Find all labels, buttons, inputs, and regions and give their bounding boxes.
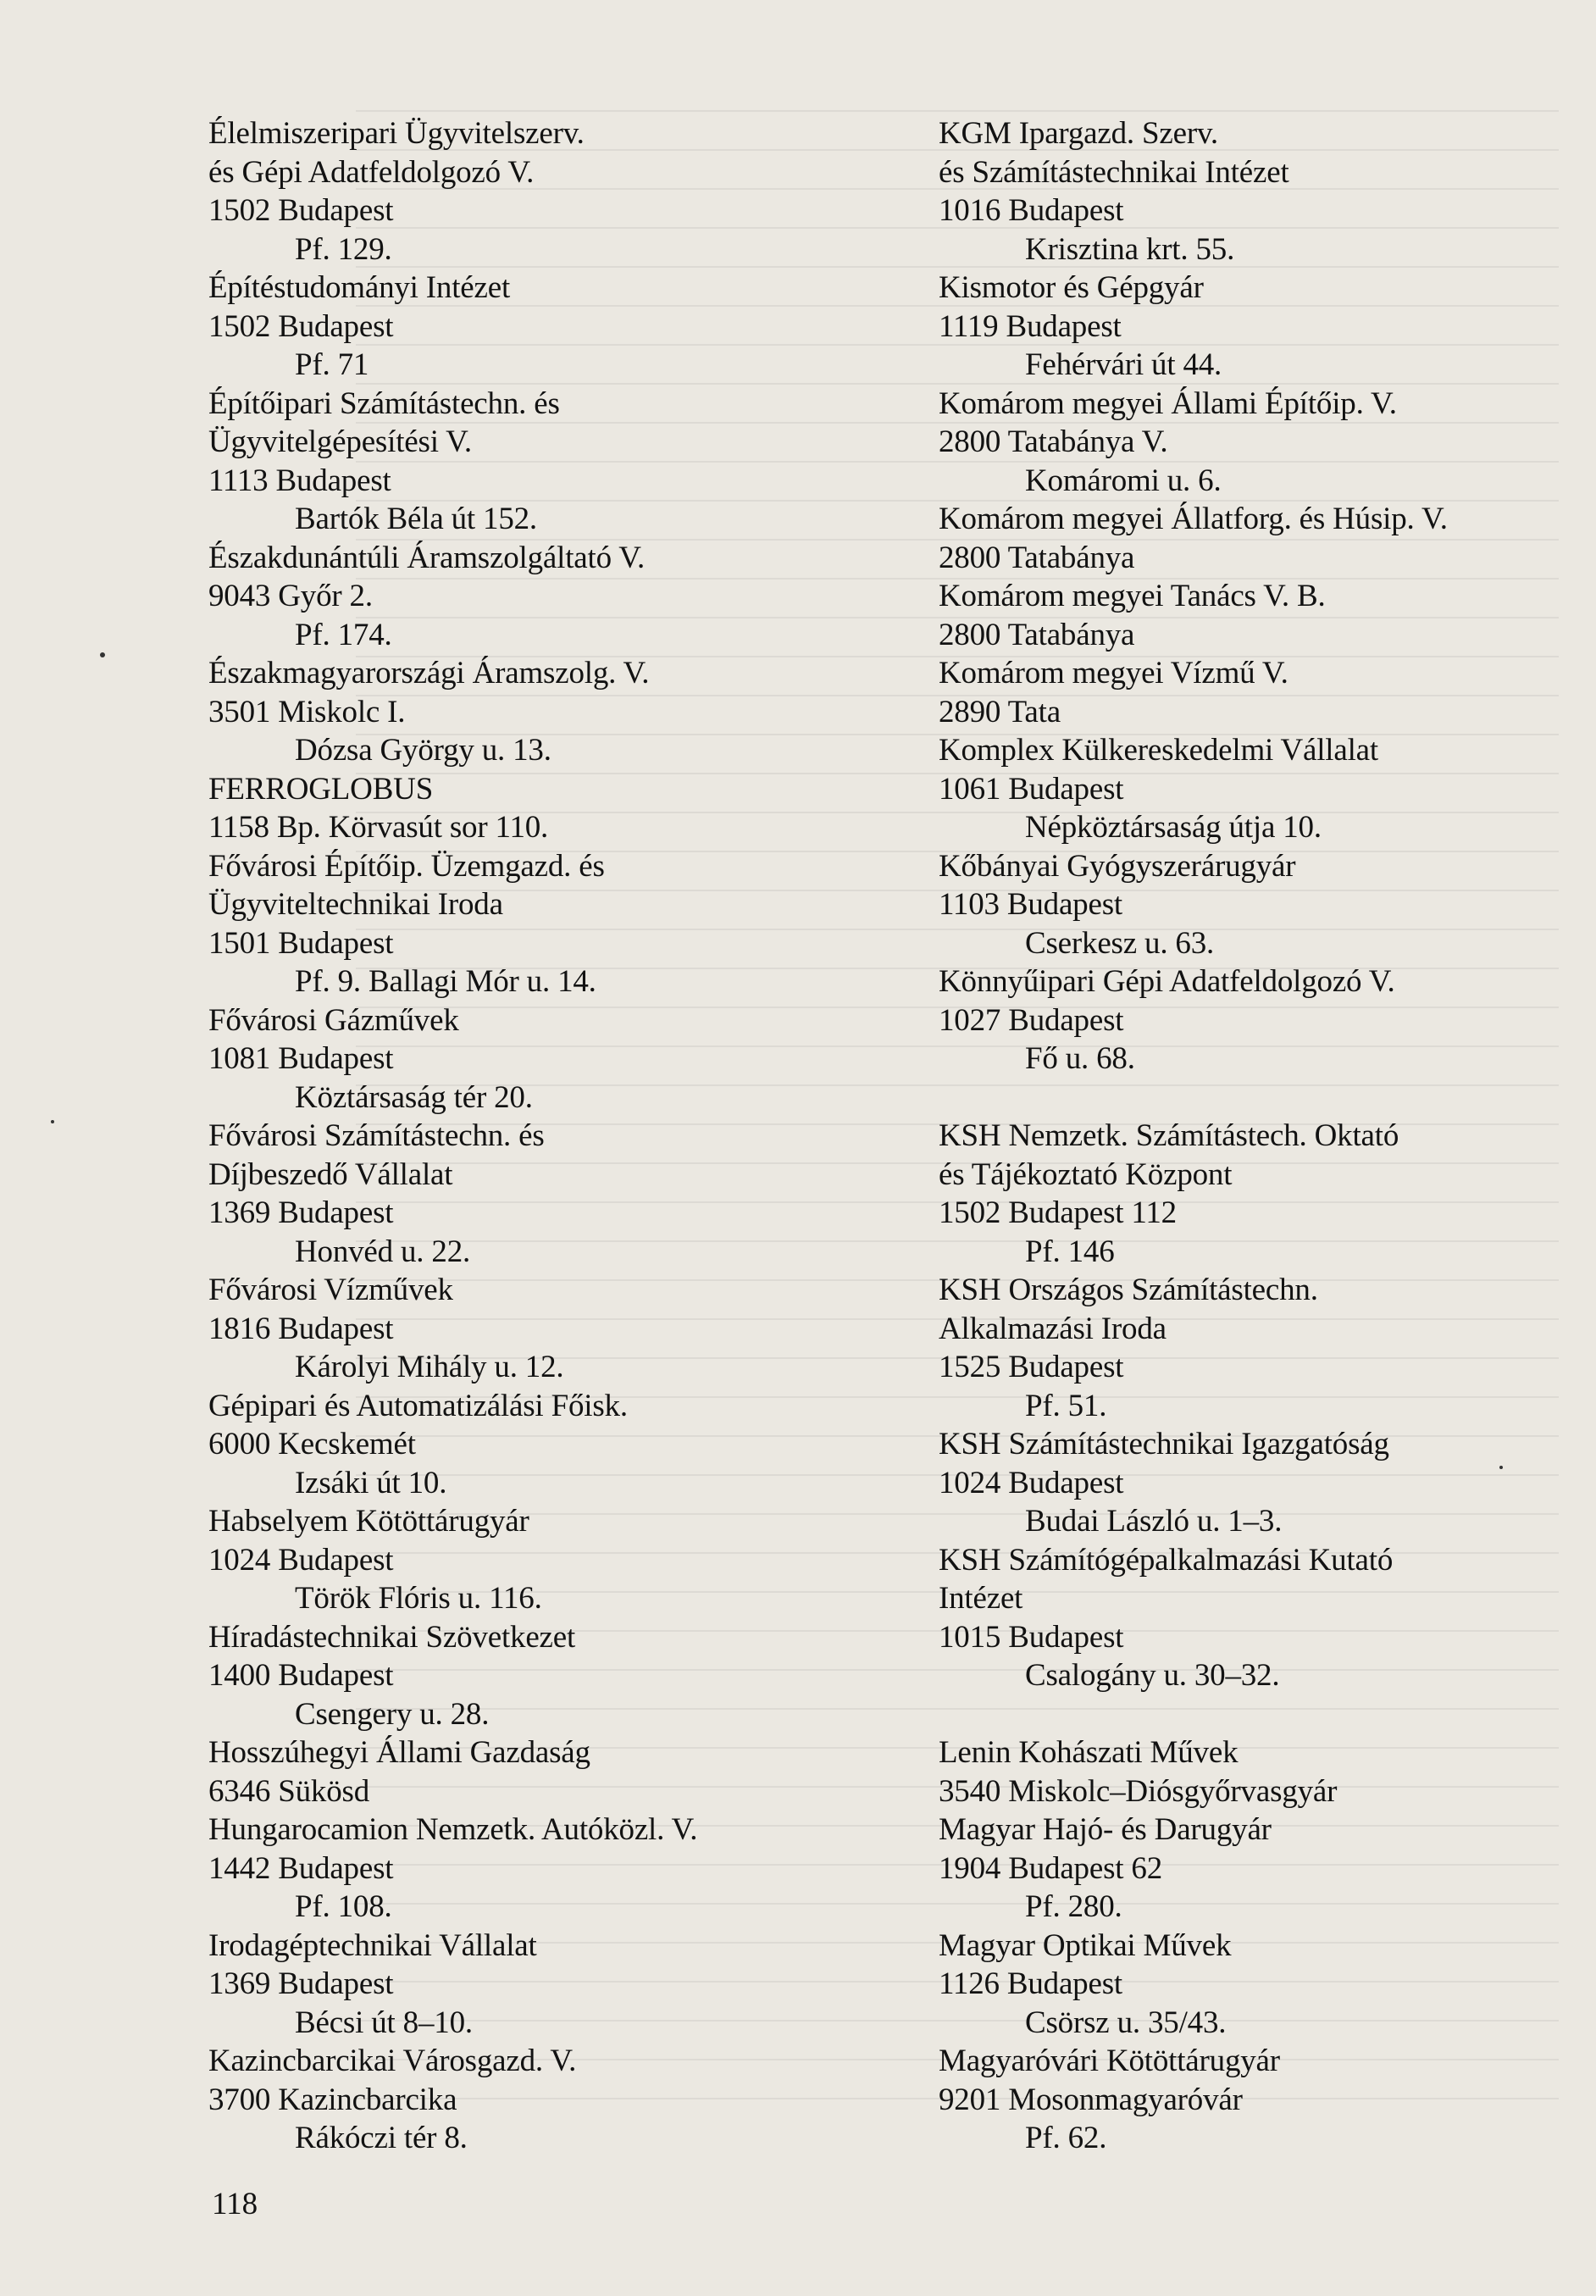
entry-line: 1502 Budapest — [208, 308, 394, 344]
entry-line: 1816 Budapest — [208, 1311, 394, 1346]
entry-line: 1400 Budapest — [208, 1658, 394, 1693]
entry-name: Északdunántúli Áramszolgáltató V. — [208, 540, 646, 575]
entry-address: Pf. 146 — [1025, 1234, 1115, 1269]
directory-entry — [208, 847, 903, 1001]
entry-name: Irodagéptechnikai Vállalat — [208, 1927, 537, 1963]
entry-name: Kőbányai Gyógyszerárugyár — [939, 848, 1296, 884]
entry-line: Díjbeszedő Vállalat — [208, 1156, 453, 1192]
entry-name: Komplex Külkereskedelmi Vállalat — [939, 733, 1378, 768]
entry-name: Magyaróvári Kötöttárugyár — [939, 2044, 1280, 2078]
entry-address: Izsáki út 10. — [295, 1465, 447, 1500]
entry-name: Magyar Optikai Művek — [939, 1927, 1232, 1963]
directory-entry — [939, 1425, 1566, 1541]
entry-line: 1501 Budapest — [208, 925, 394, 961]
ink-speck — [1499, 1466, 1503, 1469]
entry-address: Károlyi Mihály u. 12. — [295, 1350, 564, 1384]
directory-entry — [939, 1733, 1566, 1811]
entry-name: KSH Számítógépalkalmazási Kutató — [939, 1542, 1394, 1578]
directory-entry — [208, 770, 903, 847]
entry-address: Budai László u. 1–3. — [1025, 1504, 1283, 1539]
entry-line: 1081 Budapest — [208, 1041, 394, 1076]
entry-name: Kismotor és Gépgyár — [939, 270, 1204, 305]
entry-line: és Tájékoztató Központ — [939, 1156, 1233, 1192]
entry-line: és Gépi Adatfeldolgozó V. — [208, 154, 535, 190]
entry-line: 1525 Budapest — [939, 1350, 1124, 1384]
entry-line: 6346 Sükösd — [208, 1773, 370, 1809]
entry-line: 1024 Budapest — [208, 1542, 394, 1578]
entry-line: 1502 Budapest 112 — [939, 1195, 1177, 1230]
entry-address: Köztársaság tér 20. — [295, 1079, 533, 1115]
entry-address: Rákóczi tér 8. — [295, 2121, 468, 2155]
entry-line: 3540 Miskolc–Diósgyőrvasgyár — [939, 1773, 1338, 1809]
entry-address: Fehérvári út 44. — [1025, 347, 1222, 382]
entry-name: Könnyűipari Gépi Adatfeldolgozó V. — [939, 964, 1395, 999]
entry-name: Élelmiszeripari Ügyvitelszerv. — [208, 116, 585, 151]
entry-name: Magyar Hajó- és Darugyár — [939, 1812, 1272, 1847]
entry-name: Komárom megyei Vízmű V. — [939, 656, 1288, 690]
entry-name: Lenin Kohászati Művek — [939, 1735, 1239, 1770]
entry-name: Építőipari Számítástechn. és — [208, 385, 560, 421]
entry-address: Bécsi út 8–10. — [295, 2005, 473, 2040]
directory-entry — [939, 1927, 1566, 2043]
entry-name: Hungarocamion Nemzetk. Autóközl. V. — [208, 1812, 698, 1847]
directory-entry — [939, 1811, 1566, 1927]
entry-address: Pf. 129. — [295, 231, 392, 267]
entry-address: Török Flóris u. 116. — [295, 1581, 542, 1616]
directory-entry — [208, 1001, 903, 1117]
directory-entry — [939, 500, 1566, 577]
entry-name: Építéstudományi Intézet — [208, 270, 511, 305]
entry-line: Intézet — [939, 1581, 1023, 1616]
entry-address: Honvéd u. 22. — [295, 1234, 471, 1269]
entry-address: Krisztina krt. 55. — [1025, 231, 1235, 267]
entry-line: 2800 Tatabánya V. — [939, 424, 1168, 459]
entry-address: Népköztársaság útja 10. — [1025, 810, 1322, 845]
entry-name: KSH Országos Számítástechn. — [939, 1273, 1318, 1307]
directory-entry — [208, 1387, 903, 1503]
directory-entry — [939, 385, 1566, 501]
entry-name: Fővárosi Építőip. Üzemgazd. és — [208, 848, 605, 884]
entry-name: Fővárosi Számítástechn. és — [208, 1118, 545, 1153]
directory-entry — [208, 1502, 903, 1618]
ink-speck — [100, 652, 105, 657]
entry-name: KSH Számítástechnikai Igazgatóság — [939, 1427, 1389, 1461]
entry-line: 2800 Tatabánya — [939, 540, 1135, 575]
entry-address: Csalogány u. 30–32. — [1025, 1658, 1280, 1693]
right-column — [939, 114, 1566, 2158]
entry-line: 1024 Budapest — [939, 1465, 1124, 1500]
directory-entry — [939, 962, 1566, 1079]
entry-line: 1126 Budapest — [939, 1966, 1122, 2001]
directory-entry — [208, 2042, 903, 2158]
entry-name: FERROGLOBUS — [208, 771, 434, 807]
entry-line: 1103 Budapest — [939, 887, 1122, 922]
entry-name: Komárom megyei Tanács V. B. — [939, 579, 1326, 613]
entry-line: Alkalmazási Iroda — [939, 1311, 1167, 1346]
entry-line: 1027 Budapest — [939, 1002, 1124, 1038]
directory-entry — [208, 1271, 903, 1387]
entry-address: Csengery u. 28. — [295, 1696, 490, 1732]
entry-address: Bartók Béla út 152. — [295, 502, 537, 536]
entry-address: Pf. 9. Ballagi Mór u. 14. — [295, 964, 596, 999]
entry-line: 1369 Budapest — [208, 1966, 394, 2001]
directory-entry — [208, 1811, 903, 1927]
entry-address: Pf. 280. — [1025, 1889, 1122, 1924]
entry-line: 6000 Kecskemét — [208, 1427, 416, 1461]
entry-name: Habselyem Kötöttárugyár — [208, 1504, 529, 1539]
directory-entry — [208, 1618, 903, 1734]
directory-entry — [939, 269, 1566, 385]
directory-entry — [939, 654, 1566, 731]
directory-entry — [208, 1733, 903, 1811]
entry-name: Fővárosi Vízművek — [208, 1273, 453, 1307]
entry-line: 1119 Budapest — [939, 308, 1122, 344]
entry-address: Pf. 62. — [1025, 2121, 1107, 2155]
entry-address: Fő u. 68. — [1025, 1041, 1135, 1076]
directory-entry — [939, 1117, 1566, 1271]
directory-entry — [939, 2042, 1566, 2158]
entry-name: KGM Ipargazd. Szerv. — [939, 116, 1218, 151]
entry-line: Ügyvitelgépesítési V. — [208, 424, 472, 459]
entry-line: 1113 Budapest — [208, 463, 391, 498]
entry-line: 3700 Kazincbarcika — [208, 2082, 457, 2117]
entry-line: 9201 Mosonmagyaróvár — [939, 2082, 1243, 2117]
directory-entry — [208, 1927, 903, 2043]
directory-entry — [939, 1541, 1566, 1695]
directory-entry — [208, 654, 903, 770]
entry-name: Gépipari és Automatizálási Főisk. — [208, 1388, 628, 1423]
directory-entry — [939, 1271, 1566, 1425]
ink-speck — [51, 1120, 54, 1123]
entry-address: Pf. 71 — [295, 347, 369, 382]
entry-line: 1015 Budapest — [939, 1619, 1124, 1655]
entry-line: 1158 Bp. Körvasút sor 110. — [208, 810, 549, 845]
entry-address: Dózsa György u. 13. — [295, 733, 551, 768]
directory-entry — [208, 269, 903, 385]
entry-line: 3501 Miskolc I. — [208, 694, 406, 729]
directory-entry — [208, 1117, 903, 1271]
left-column — [208, 114, 903, 2158]
directory-entry — [208, 539, 903, 655]
entry-name: Északmagyarországi Áramszolg. V. — [208, 656, 650, 690]
page-number: 118 — [212, 2187, 258, 2221]
entry-line: 1061 Budapest — [939, 771, 1124, 807]
entry-name: Komárom megyei Állatforg. és Húsip. V. — [939, 502, 1448, 536]
entry-line: Ügyviteltechnikai Iroda — [208, 887, 503, 922]
entry-line: 2890 Tata — [939, 694, 1061, 729]
entry-line: 1016 Budapest — [939, 193, 1124, 228]
entry-address: Pf. 174. — [295, 617, 392, 652]
entry-line: 2800 Tatabánya — [939, 617, 1135, 652]
entry-name: Komárom megyei Állami Építőip. V. — [939, 385, 1397, 421]
directory-entry — [939, 731, 1566, 847]
directory-entry — [208, 385, 903, 539]
entry-address: Komáromi u. 6. — [1025, 463, 1222, 498]
entry-name: Hosszúhegyi Állami Gazdaság — [208, 1735, 590, 1770]
directory-entry — [208, 114, 903, 269]
entry-name: KSH Nemzetk. Számítástech. Oktató — [939, 1118, 1399, 1153]
entry-line: 1442 Budapest — [208, 1850, 394, 1886]
entry-line: és Számítástechnikai Intézet — [939, 154, 1289, 190]
entry-address: Cserkesz u. 63. — [1025, 925, 1215, 961]
entry-address: Pf. 51. — [1025, 1388, 1107, 1423]
entry-address: Csörsz u. 35/43. — [1025, 2005, 1227, 2040]
entry-line: 9043 Győr 2. — [208, 579, 373, 613]
entry-name: Híradástechnikai Szövetkezet — [208, 1619, 576, 1655]
entry-line: 1502 Budapest — [208, 193, 394, 228]
entry-address: Pf. 108. — [295, 1889, 392, 1924]
entry-line: 1369 Budapest — [208, 1195, 394, 1230]
directory-entry — [939, 577, 1566, 654]
directory-entry — [939, 847, 1566, 963]
directory-entry — [939, 114, 1566, 269]
entry-name: Kazincbarcikai Városgazd. V. — [208, 2044, 577, 2078]
entry-name: Fővárosi Gázművek — [208, 1002, 459, 1038]
entry-line: 1904 Budapest 62 — [939, 1850, 1163, 1886]
